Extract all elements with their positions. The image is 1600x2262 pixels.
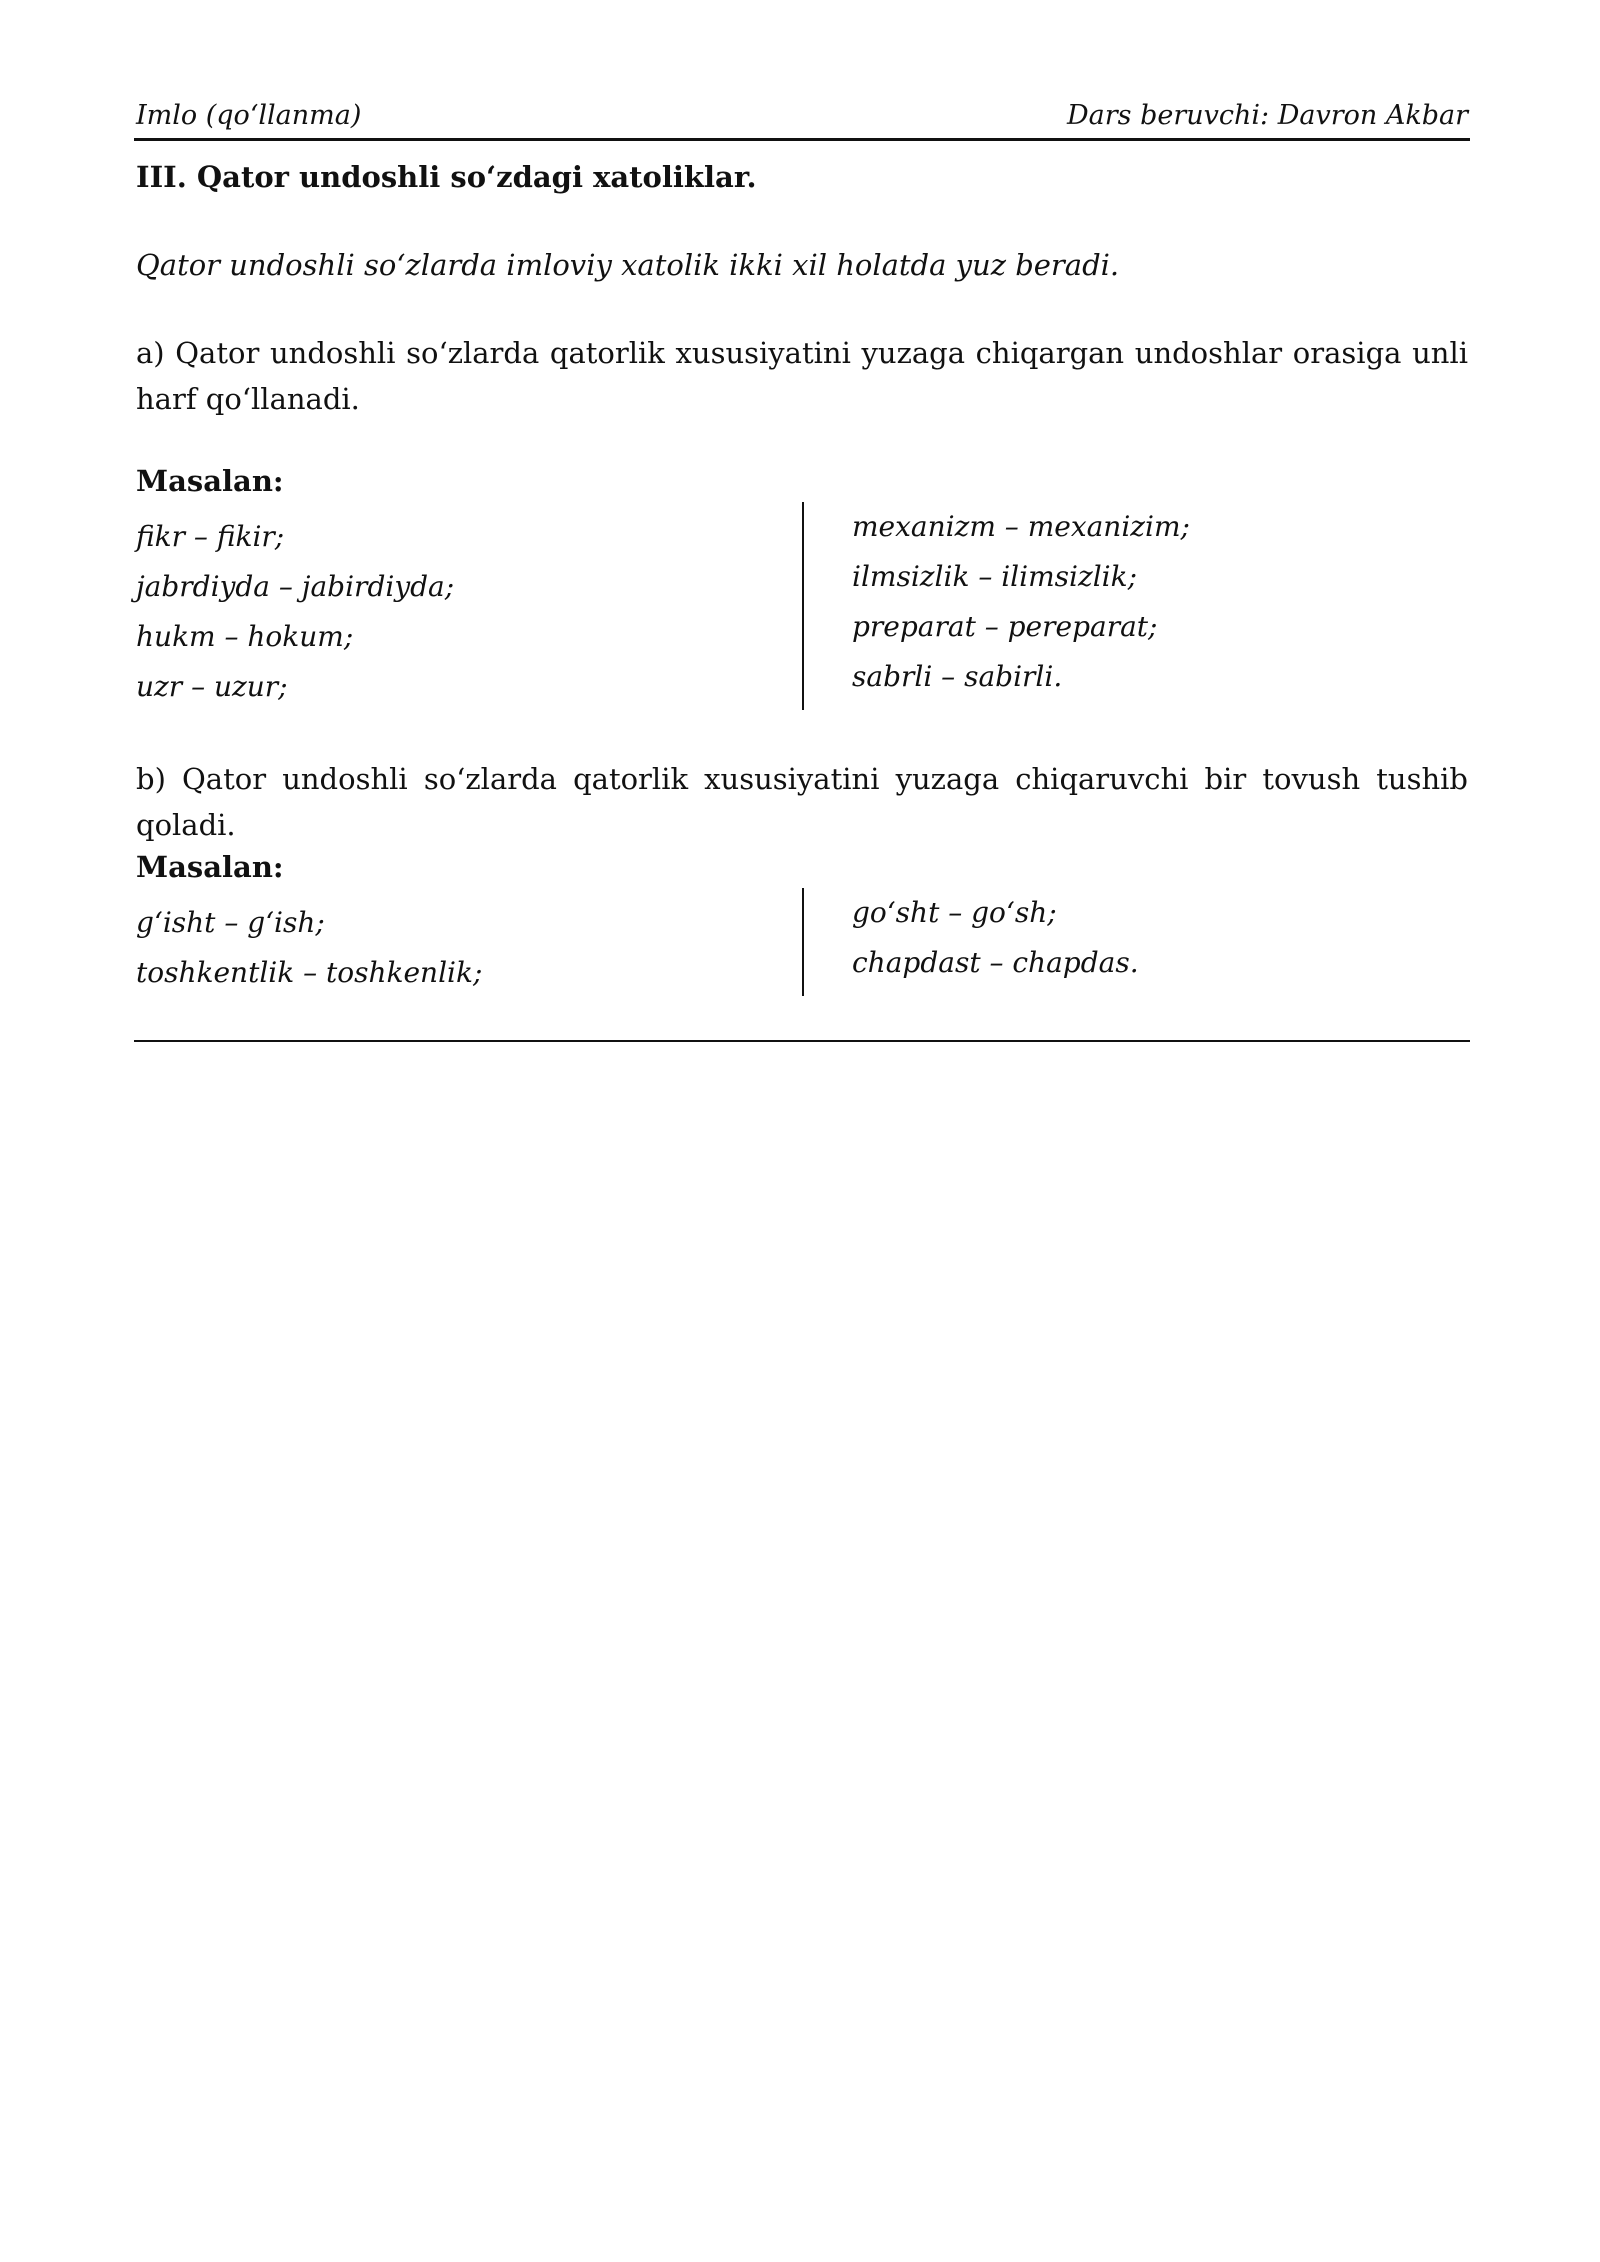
examples-b [136, 888, 1468, 996]
example-item: g‘isht – g‘ish; [136, 906, 325, 939]
section-intro: Qator undoshli so‘zlarda imloviy xatolik ikki xil holatda yuz beradi. [136, 248, 1120, 282]
examples-a-left-column [136, 512, 454, 712]
example-item: preparat – pereparat; [852, 610, 1158, 643]
example-item: ilmsizlik – ilimsizlik; [852, 560, 1138, 593]
header-rule [134, 138, 1470, 141]
rule-b-text: b) Qator undoshli so‘zlarda qatorlik xususiyatini yuzaga chiqaruvchi bir tovush tushib qoladi. [136, 762, 1468, 842]
example-label-b: Masalan: [136, 850, 284, 884]
rule-a-text: a) Qator undoshli so‘zlarda qatorlik xususiyatini yuzaga chiqargan undoshlar orasiga unli harf qo‘llanadi. [136, 336, 1468, 416]
example-item: toshkentlik – toshkenlik; [136, 956, 483, 989]
page-header [136, 98, 1468, 134]
example-item: mexanizm – mexanizim; [852, 510, 1190, 543]
section-title: III. Qator undoshli so‘zdagi xatoliklar. [136, 160, 757, 194]
example-item: fikr – fikir; [136, 520, 285, 553]
column-divider [802, 888, 804, 996]
footer-rule [134, 1040, 1470, 1042]
examples-a [136, 502, 1468, 710]
examples-b-left-column [136, 898, 482, 998]
example-label-a: Masalan: [136, 464, 284, 498]
examples-a-right-column [852, 502, 1190, 702]
column-divider [802, 502, 804, 710]
example-item: uzr – uzur; [136, 670, 288, 703]
examples-b-right-column [852, 888, 1139, 988]
header-title: Imlo (qo‘llanma) [136, 100, 362, 131]
example-item: sabrli – sabirli. [852, 660, 1063, 693]
example-item: jabrdiyda – jabirdiyda; [136, 570, 455, 603]
example-item: go‘sht – go‘sh; [852, 896, 1057, 929]
example-item: chapdast – chapdas. [852, 946, 1139, 979]
header-author: Dars beruvchi: Davron Akbar [1066, 100, 1468, 131]
example-item: hukm – hokum; [136, 620, 354, 653]
